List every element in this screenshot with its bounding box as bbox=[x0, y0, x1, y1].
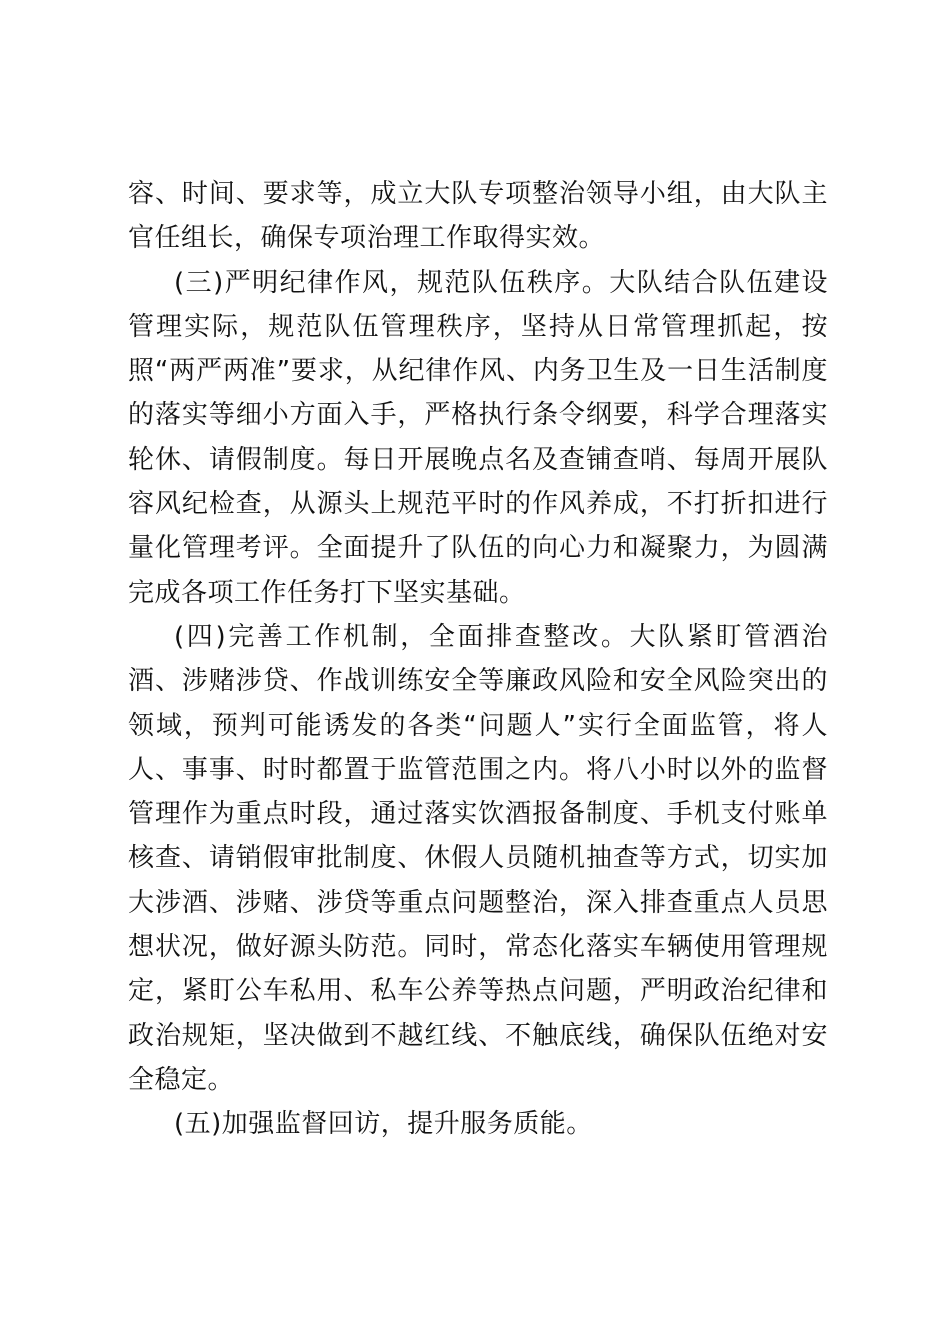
paragraph-section-3: (三)严明纪律作风，规范队伍秩序。大队结合队伍建设管理实际，规范队伍管理秩序，坚持从日常管理抓起，按照“两严两准”要求，从纪律作风、内务卫生及一日生活制度的落实等细小方面入手，严格执行条令纲要，科学合理落实轮休、请假制度。每日开展晚点名及查铺查哨、每周开展队容风纪检查，从源头上规范平时的作风养成，不打折扣进行量化管理考评。全面提升了队伍的向心力和凝聚力，为圆满完成各项工作任务打下坚实基础。 bbox=[128, 267, 828, 608]
paragraph-section-5: (五)加强监督回访，提升服务质能。 bbox=[174, 1109, 593, 1140]
paragraph-continuation: 容、时间、要求等，成立大队专项整治领导小组，由大队主官任组长，确保专项治理工作取得实效。 bbox=[128, 179, 828, 254]
paragraph-section-4: (四)完善工作机制，全面排查整改。大队紧盯管酒治酒、涉赌涉贷、作战训练安全等廉政风险和安全风险突出的领域，预判可能诱发的各类“问题人”实行全面监管，将人人、事事、时时都置于监管范围之内。将八小时以外的监督管理作为重点时段，通过落实饮酒报备制度、手机支付账单核查、请销假审批制度、休假人员随机抽查等方式，切实加大涉酒、涉赌、涉贷等重点问题整治，深入排查重点人员思想状况，做好源头防范。同时，常态化落实车辆使用管理规定，紧盯公车私用、私车公养等热点问题，严明政治纪律和政治规矩，坚决做到不越红线、不触底线，确保队伍绝对安全稳定。 bbox=[128, 621, 828, 1095]
document-body bbox=[128, 172, 828, 1147]
